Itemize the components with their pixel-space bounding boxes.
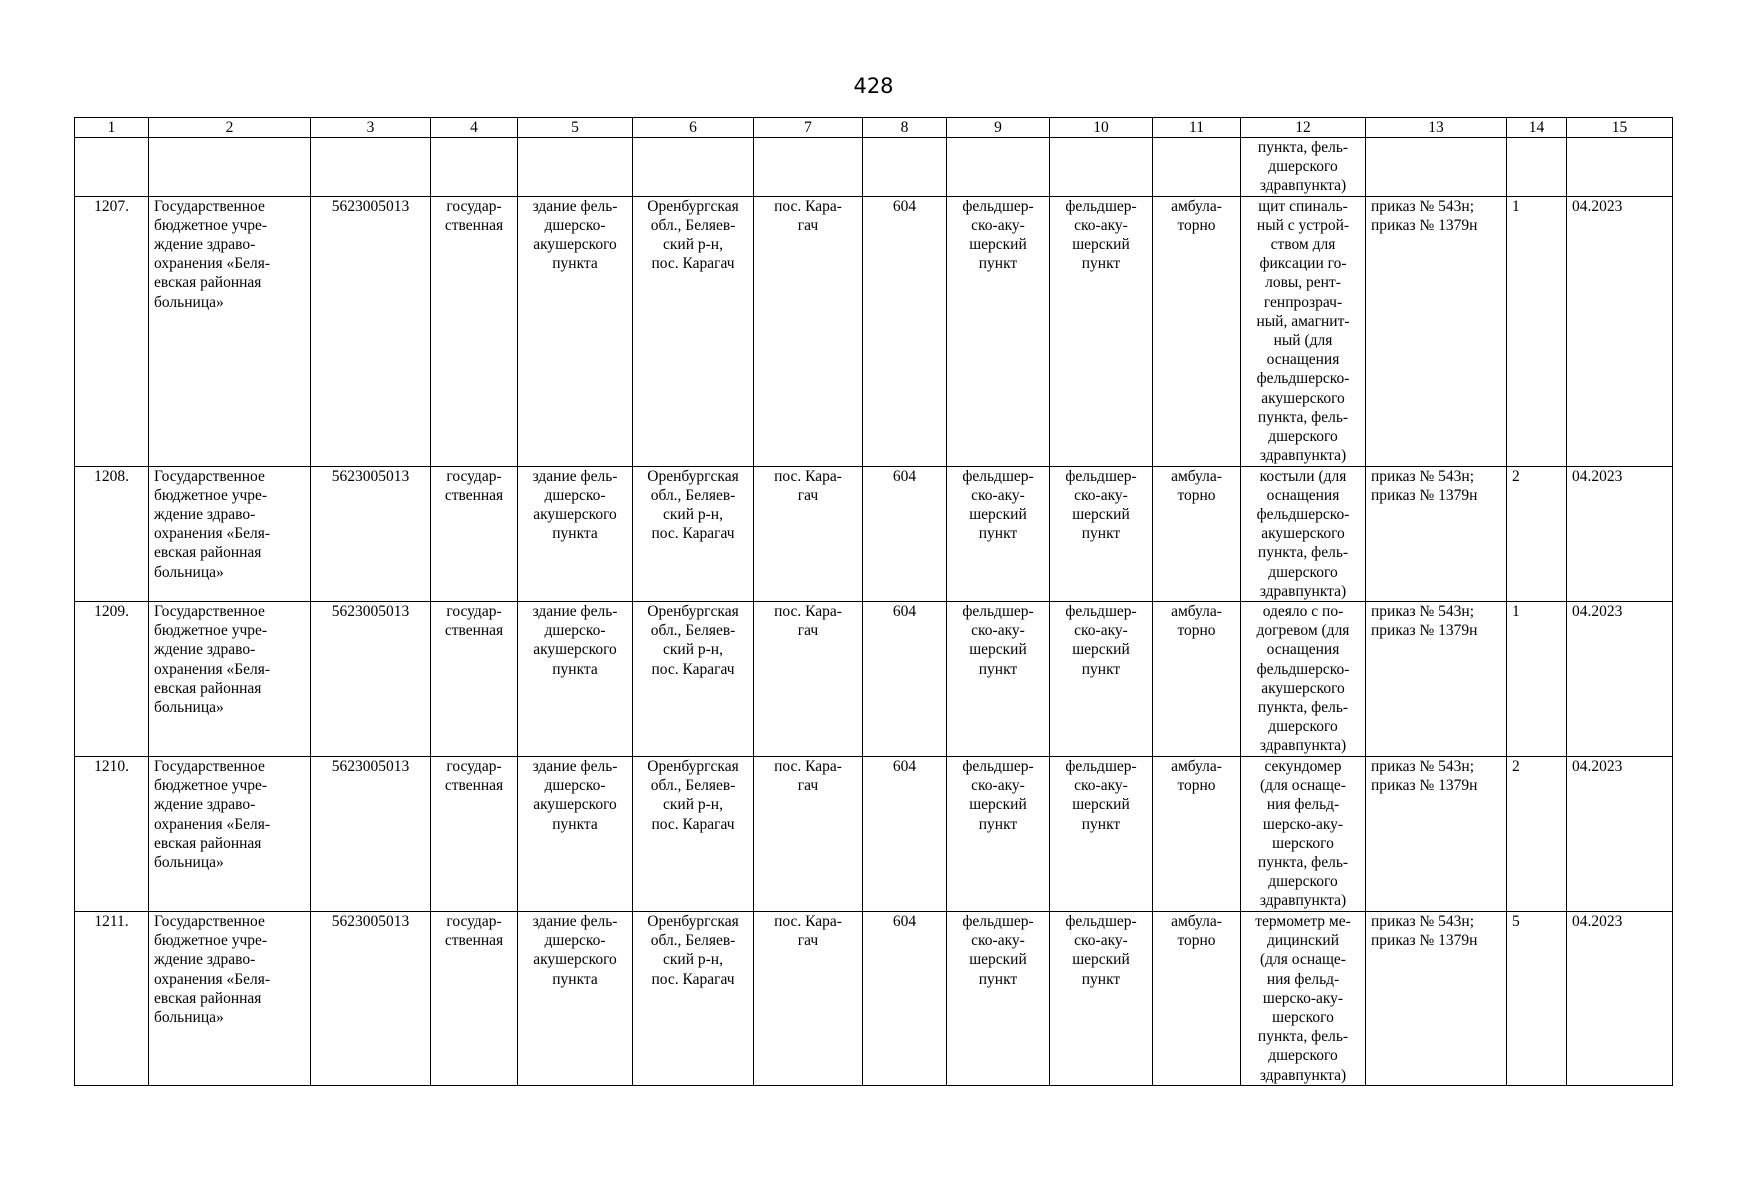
locality-cell: пос. Кара- гач [754,602,863,757]
inn-cell: 5623005013 [311,602,431,757]
locality-cell: пос. Кара- гач [754,466,863,601]
organization-cell: Государственное бюджетное учре- ждение здраво- охранения «Беля- евская районная больница» [149,912,311,1086]
equipment-cell: щит спиналь- ный с устрой- ством для фиксации го- ловы, рент- генпрозрач- ный, амагнит- ный (для оснащения фельдшерско- акушерского пункта, фель- дшерского здравпункта) [1241,196,1366,466]
facility-subtype-cell: фельдшер- ско-аку- шерский пункт [1050,466,1153,601]
address-cell: Оренбургская обл., Беляев- ский р-н, пос. Карагач [633,466,754,601]
equipment-cell: костыли (для оснащения фельдшерско- акушерского пункта, фель- дшерского здравпункта) [1241,466,1366,601]
ownership-cell: государ- ственная [431,466,518,601]
row-number-cell: 1208. [75,466,149,601]
ownership-cell: государ- ственная [431,602,518,757]
date-cell: 04.2023 [1567,466,1673,601]
column-number: 13 [1366,118,1507,138]
facility-subtype-cell: фельдшер- ско-аку- шерский пункт [1050,757,1153,912]
continuation-row [75,138,1673,197]
building-cell: здание фель- дшерско- акушерского пункта [518,757,633,912]
locality-cell: пос. Кара- гач [754,757,863,912]
column-number: 12 [1241,118,1366,138]
column-number: 4 [431,118,518,138]
facility-type-cell: фельдшер- ско-аку- шерский пункт [947,196,1050,466]
column-number: 11 [1153,118,1241,138]
table-row [75,912,1673,1086]
inn-cell: 5623005013 [311,466,431,601]
quantity-cell: 2 [1507,466,1567,601]
equipment-cell: секундомер (для оснаще- ния фельд- шерско-аку- шерского пункта, фель- дшерского здравпункта) [1241,757,1366,912]
column-number: 14 [1507,118,1567,138]
address-cell: Оренбургская обл., Беляев- ский р-н, пос. Карагач [633,757,754,912]
column-number: 2 [149,118,311,138]
registry-table [74,117,1673,1086]
organization-cell: Государственное бюджетное учре- ждение здраво- охранения «Беля- евская районная больница» [149,757,311,912]
row-number-cell: 1211. [75,912,149,1086]
column-number: 5 [518,118,633,138]
facility-type-cell: фельдшер- ско-аку- шерский пункт [947,466,1050,601]
quantity-cell: 5 [1507,912,1567,1086]
address-cell: Оренбургская обл., Беляев- ский р-н, пос. Карагач [633,602,754,757]
table-row [75,196,1673,466]
care-mode-cell: амбула- торно [1153,912,1241,1086]
facility-subtype-cell: фельдшер- ско-аку- шерский пункт [1050,602,1153,757]
equipment-cell: одеяло с по- догревом (для оснащения фельдшерско- акушерского пункта, фель- дшерского здравпункта) [1241,602,1366,757]
facility-type-cell: фельдшер- ско-аку- шерский пункт [947,757,1050,912]
legal-basis-cell: приказ № 543н; приказ № 1379н [1366,757,1507,912]
address-cell: Оренбургская обл., Беляев- ский р-н, пос. Карагач [633,912,754,1086]
ownership-cell: государ- ственная [431,757,518,912]
registry-rows [75,196,1673,1085]
organization-cell: Государственное бюджетное учре- ждение здраво- охранения «Беля- евская районная больница» [149,196,311,466]
ownership-cell: государ- ственная [431,196,518,466]
date-cell: 04.2023 [1567,757,1673,912]
quantity-cell: 1 [1507,196,1567,466]
legal-basis-cell: приказ № 543н; приказ № 1379н [1366,466,1507,601]
organization-cell: Государственное бюджетное учре- ждение здраво- охранения «Беля- евская районная больница» [149,602,311,757]
column-number: 7 [754,118,863,138]
code-cell: 604 [863,602,947,757]
building-cell: здание фель- дшерско- акушерского пункта [518,196,633,466]
row-number-cell: 1209. [75,602,149,757]
organization-cell: Государственное бюджетное учре- ждение здраво- охранения «Беля- евская районная больница» [149,466,311,601]
code-cell: 604 [863,757,947,912]
legal-basis-cell: приказ № 543н; приказ № 1379н [1366,602,1507,757]
column-number-header-row [75,118,1673,138]
building-cell: здание фель- дшерско- акушерского пункта [518,602,633,757]
page-number: 428 [853,74,894,98]
inn-cell: 5623005013 [311,196,431,466]
care-mode-cell: амбула- торно [1153,757,1241,912]
column-number: 1 [75,118,149,138]
column-number: 9 [947,118,1050,138]
facility-type-cell: фельдшер- ско-аку- шерский пункт [947,602,1050,757]
care-mode-cell: амбула- торно [1153,196,1241,466]
row-number-cell: 1207. [75,196,149,466]
column-number: 8 [863,118,947,138]
facility-type-cell: фельдшер- ско-аку- шерский пункт [947,912,1050,1086]
equipment-cell: пункта, фель- дшерского здравпункта) [1241,138,1366,197]
column-number: 3 [311,118,431,138]
facility-subtype-cell: фельдшер- ско-аку- шерский пункт [1050,196,1153,466]
column-number: 15 [1567,118,1673,138]
date-cell: 04.2023 [1567,912,1673,1086]
column-number: 6 [633,118,754,138]
legal-basis-cell: приказ № 543н; приказ № 1379н [1366,912,1507,1086]
care-mode-cell: амбула- торно [1153,466,1241,601]
building-cell: здание фель- дшерско- акушерского пункта [518,466,633,601]
care-mode-cell: амбула- торно [1153,602,1241,757]
facility-subtype-cell: фельдшер- ско-аку- шерский пункт [1050,912,1153,1086]
column-number: 10 [1050,118,1153,138]
table-row [75,757,1673,912]
date-cell: 04.2023 [1567,196,1673,466]
inn-cell: 5623005013 [311,912,431,1086]
building-cell: здание фель- дшерско- акушерского пункта [518,912,633,1086]
inn-cell: 5623005013 [311,757,431,912]
code-cell: 604 [863,196,947,466]
locality-cell: пос. Кара- гач [754,912,863,1086]
code-cell: 604 [863,912,947,1086]
code-cell: 604 [863,466,947,601]
locality-cell: пос. Кара- гач [754,196,863,466]
quantity-cell: 2 [1507,757,1567,912]
table-row [75,466,1673,601]
equipment-cell: термометр ме- дицинский (для оснаще- ния фельд- шерско-аку- шерского пункта, фель- дшерского здравпункта) [1241,912,1366,1086]
legal-basis-cell: приказ № 543н; приказ № 1379н [1366,196,1507,466]
ownership-cell: государ- ственная [431,912,518,1086]
table-row [75,602,1673,757]
quantity-cell: 1 [1507,602,1567,757]
date-cell: 04.2023 [1567,602,1673,757]
address-cell: Оренбургская обл., Беляев- ский р-н, пос. Карагач [633,196,754,466]
row-number-cell: 1210. [75,757,149,912]
